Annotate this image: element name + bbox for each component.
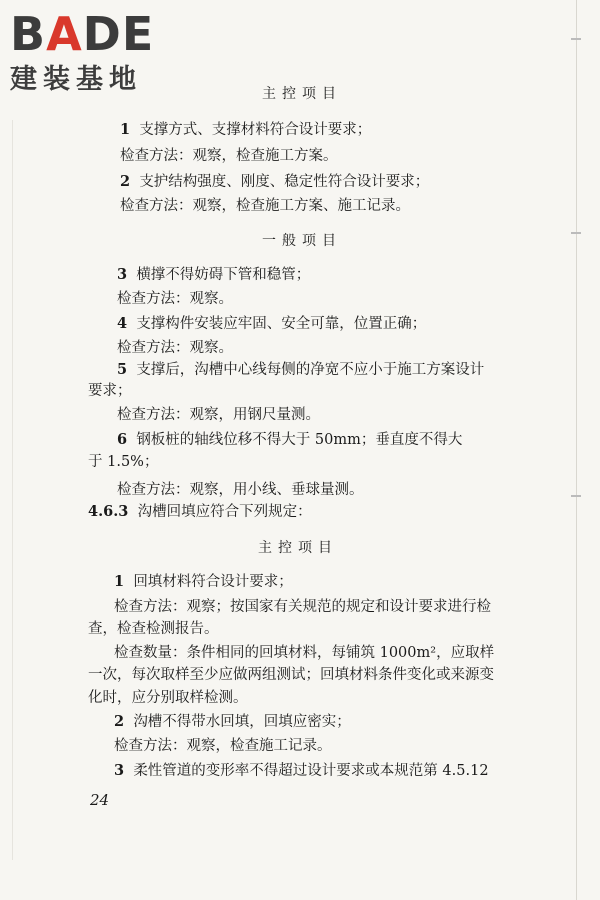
scan-mark (571, 232, 581, 234)
section-heading: 一般项目 (262, 233, 342, 249)
quantity-line-continued: 化时，应分别取样检测。 (88, 690, 248, 706)
method-line: 检查方法：观察；按国家有关规范的规定和设计要求进行检 (114, 599, 491, 615)
item-line-continued: 要求； (88, 383, 132, 399)
item-line: 1 支撑方式、支撑材料符合设计要求； (120, 121, 372, 138)
watermark-chinese: 建装基地 (10, 64, 142, 95)
method-line: 检查方法：观察。 (117, 340, 233, 356)
watermark-brand: BADE (10, 7, 155, 61)
item-line: 3 柔性管道的变形率不得超过设计要求或本规范第 4.5.12 (114, 762, 489, 779)
item-line-continued: 于 1.5%； (88, 454, 159, 470)
method-line-continued: 查，检查检测报告。 (88, 621, 219, 637)
watermark-logo (8, 6, 183, 96)
method-line: 检查方法：观察，检查施工方案。 (120, 148, 338, 164)
clause-line: 4.6.3 沟槽回填应符合下列规定： (88, 503, 312, 520)
item-line: 1 回填材料符合设计要求； (114, 573, 293, 590)
method-line: 检查方法：观察。 (117, 291, 233, 307)
item-line: 2 支护结构强度、刚度、稳定性符合设计要求； (120, 173, 430, 190)
method-line: 检查方法：观察，用钢尺量测。 (117, 407, 320, 423)
item-line: 4 支撑构件安装应牢固、安全可靠，位置正确； (117, 315, 427, 332)
quantity-line: 检查数量：条件相同的回填材料，每铺筑 1000m²，应取样 (114, 645, 495, 661)
item-line: 5 支撑后，沟槽中心线每侧的净宽不应小于施工方案设计 (117, 361, 485, 378)
method-line: 检查方法：观察，检查施工方案、施工记录。 (120, 198, 410, 214)
page-edge-left (12, 120, 13, 860)
item-line: 6 钢板桩的轴线位移不得大于 50mm；垂直度不得大 (117, 431, 463, 448)
item-line: 3 横撑不得妨碍下管和稳管； (117, 266, 311, 283)
method-line: 检查方法：观察，检查施工记录。 (114, 738, 332, 754)
quantity-line-continued: 一次，每次取样至少应做两组测试；回填材料条件变化或来源变 (88, 667, 494, 683)
method-line: 检查方法：观察，用小线、垂球量测。 (117, 482, 364, 498)
section-heading: 主控项目 (258, 540, 338, 556)
scan-mark (571, 38, 581, 40)
page-number: 24 (90, 791, 110, 809)
scan-mark (571, 495, 581, 497)
page-edge (576, 0, 577, 900)
item-line: 2 沟槽不得带水回填，回填应密实； (114, 713, 351, 730)
section-heading: 主控项目 (262, 86, 342, 102)
